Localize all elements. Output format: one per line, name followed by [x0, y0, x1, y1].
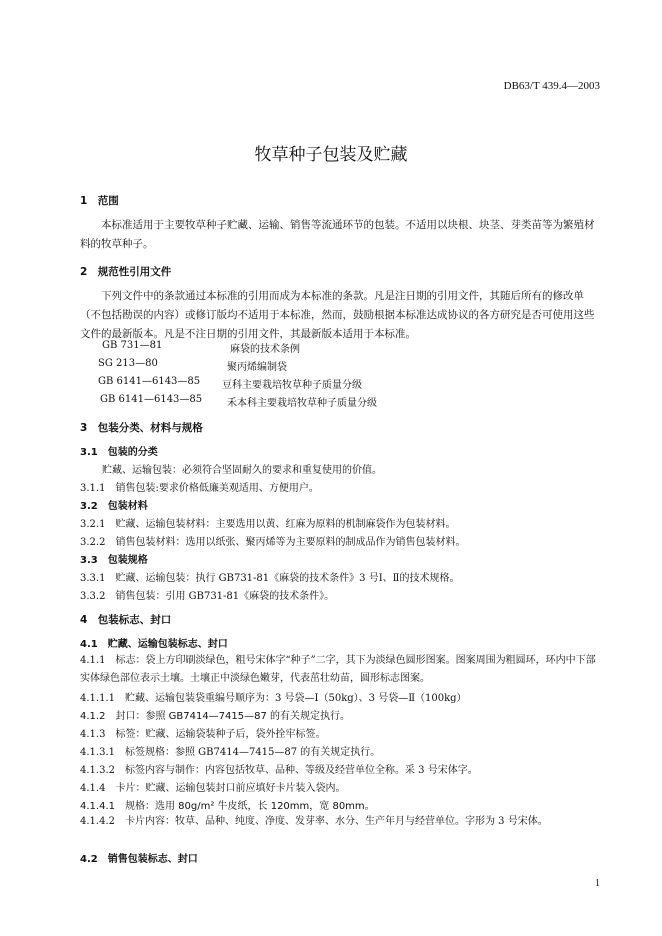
section-3-2-heading: 3.2 包装材料	[80, 501, 148, 512]
clause-4-1-2: 4.1.2 封口：参照 GB7414—7415—87 的有关规定执行。	[80, 711, 351, 722]
clause-4-1-1-1: 4.1.1.1 贮藏、运输包装袋重编号顺序为：3 号袋—Ⅰ（50kg）、3 号袋—Ⅱ（100kg）	[80, 693, 467, 704]
section-3-3-heading: 3.3 包装规格	[80, 555, 148, 566]
clause-4-1-1: 4.1.1 标志：袋上方印刷淡绿色，粗号宋体字“种子”二字，其下为淡绿色圆形图案。图案周围为粗圆环，环内中下部实体绿色部位表示土壤。土壤正中淡绿色嫩芽，代表茁壮幼苗，圆形标志图案。	[80, 655, 596, 684]
clause-3-2-2: 3.2.2 销售包装材料：选用以纸张、聚丙烯等为主要原料的制成品作为销售包装材料。	[80, 537, 466, 548]
section-3-1-text: 贮藏、运输包装：必须符合坚固耐久的要求和重复使用的价值。	[102, 465, 382, 476]
section-1-heading: 1 范围	[80, 195, 119, 207]
clause-4-1-4-1: 4.1.4.1 规格：选用 80g/m² 牛皮纸，长 120mm，宽 80mm。	[80, 801, 375, 812]
clause-4-1-4-2: 4.1.4.2 卡片内容：牧草、品种、纯度、净度、发芽率、水分、生产年月与经营单位。字形为 3 号宋体。	[80, 816, 548, 827]
clause-3-1-1: 3.1.1 销售包装:要求价格低廉美观适用、方便用户。	[80, 483, 319, 494]
clause-4-1-3-2: 4.1.3.2 标签内容与制作：内容包括牧草、品种、等级及经营单位全称。采 3 号宋体字。	[80, 765, 478, 776]
section-4-1-heading: 4.1 贮藏、运输包装标志、封口	[80, 639, 228, 650]
document-title: 牧草种子包装及贮藏	[254, 145, 408, 165]
reference-title: 豆科主要栽培牧草种子质量分级	[222, 380, 362, 391]
clause-4-1-3: 4.1.3 标签：贮藏、运输袋装种子后，袋外拴牢标签。	[80, 729, 326, 740]
clause-3-2-1: 3.2.1 贮藏、运输包装材料：主要选用以黄、红麻为原料的机制麻袋作为包装材料。	[80, 519, 456, 530]
section-4-2-heading: 4.2 销售包装标志、封口	[80, 854, 198, 865]
reference-title: 麻袋的技术条例	[230, 344, 300, 355]
reference-code: SG 213—80	[98, 358, 158, 369]
reference-title: 禾本科主要栽培牧草种子质量分级	[227, 398, 377, 409]
clause-3-3-1: 3.3.1 贮藏、运输包装：执行 GB731-81《麻袋的技术条件》3 号Ⅰ、Ⅱ的技术规格。	[80, 573, 460, 584]
clause-3-3-2: 3.3.2 销售包装：引用 GB731-81《麻袋的技术条件》。	[80, 591, 335, 602]
clause-4-1-4: 4.1.4 卡片：贮藏、运输包装封口前应填好卡片装入袋内。	[80, 783, 346, 794]
section-4-heading: 4 包装标志、封口	[80, 614, 172, 626]
section-2-heading: 2 规范性引用文件	[80, 266, 172, 278]
clause-4-1-3-1: 4.1.3.1 标签规格：参照 GB7414—7415—87 的有关规定执行。	[80, 747, 381, 758]
page-number: 1	[595, 878, 600, 889]
standard-code: DB63/T 439.4—2003	[503, 80, 600, 92]
reference-code: GB 6141—6143—85	[98, 376, 201, 387]
section-3-heading: 3 包装分类、材料与规格	[80, 422, 203, 434]
reference-code: GB 731—81	[102, 340, 163, 351]
section-3-1-heading: 3.1 包装的分类	[80, 447, 158, 458]
section-1-paragraph: 本标准适用于主要牧草种子贮藏、运输、销售等流通环节的包装。不适用以块根、块茎、芽类苗等为繁殖材料的牧草种子。	[80, 219, 595, 250]
reference-code: GB 6141—6143—85	[100, 394, 203, 405]
section-2-paragraph: 下列文件中的条款通过本标准的引用而成为本标准的条款。凡是注日期的引用文件，其随后所有的修改单（不包括勘误的内容）或修订版均不适用于本标准，然而，鼓励根据本标准达成协议的各方研究是否可使用这些文件的最新版本。凡是不注日期的引用文件，其最新版本适用于本标准。	[80, 290, 595, 340]
reference-title: 聚丙烯编制袋	[227, 362, 287, 373]
